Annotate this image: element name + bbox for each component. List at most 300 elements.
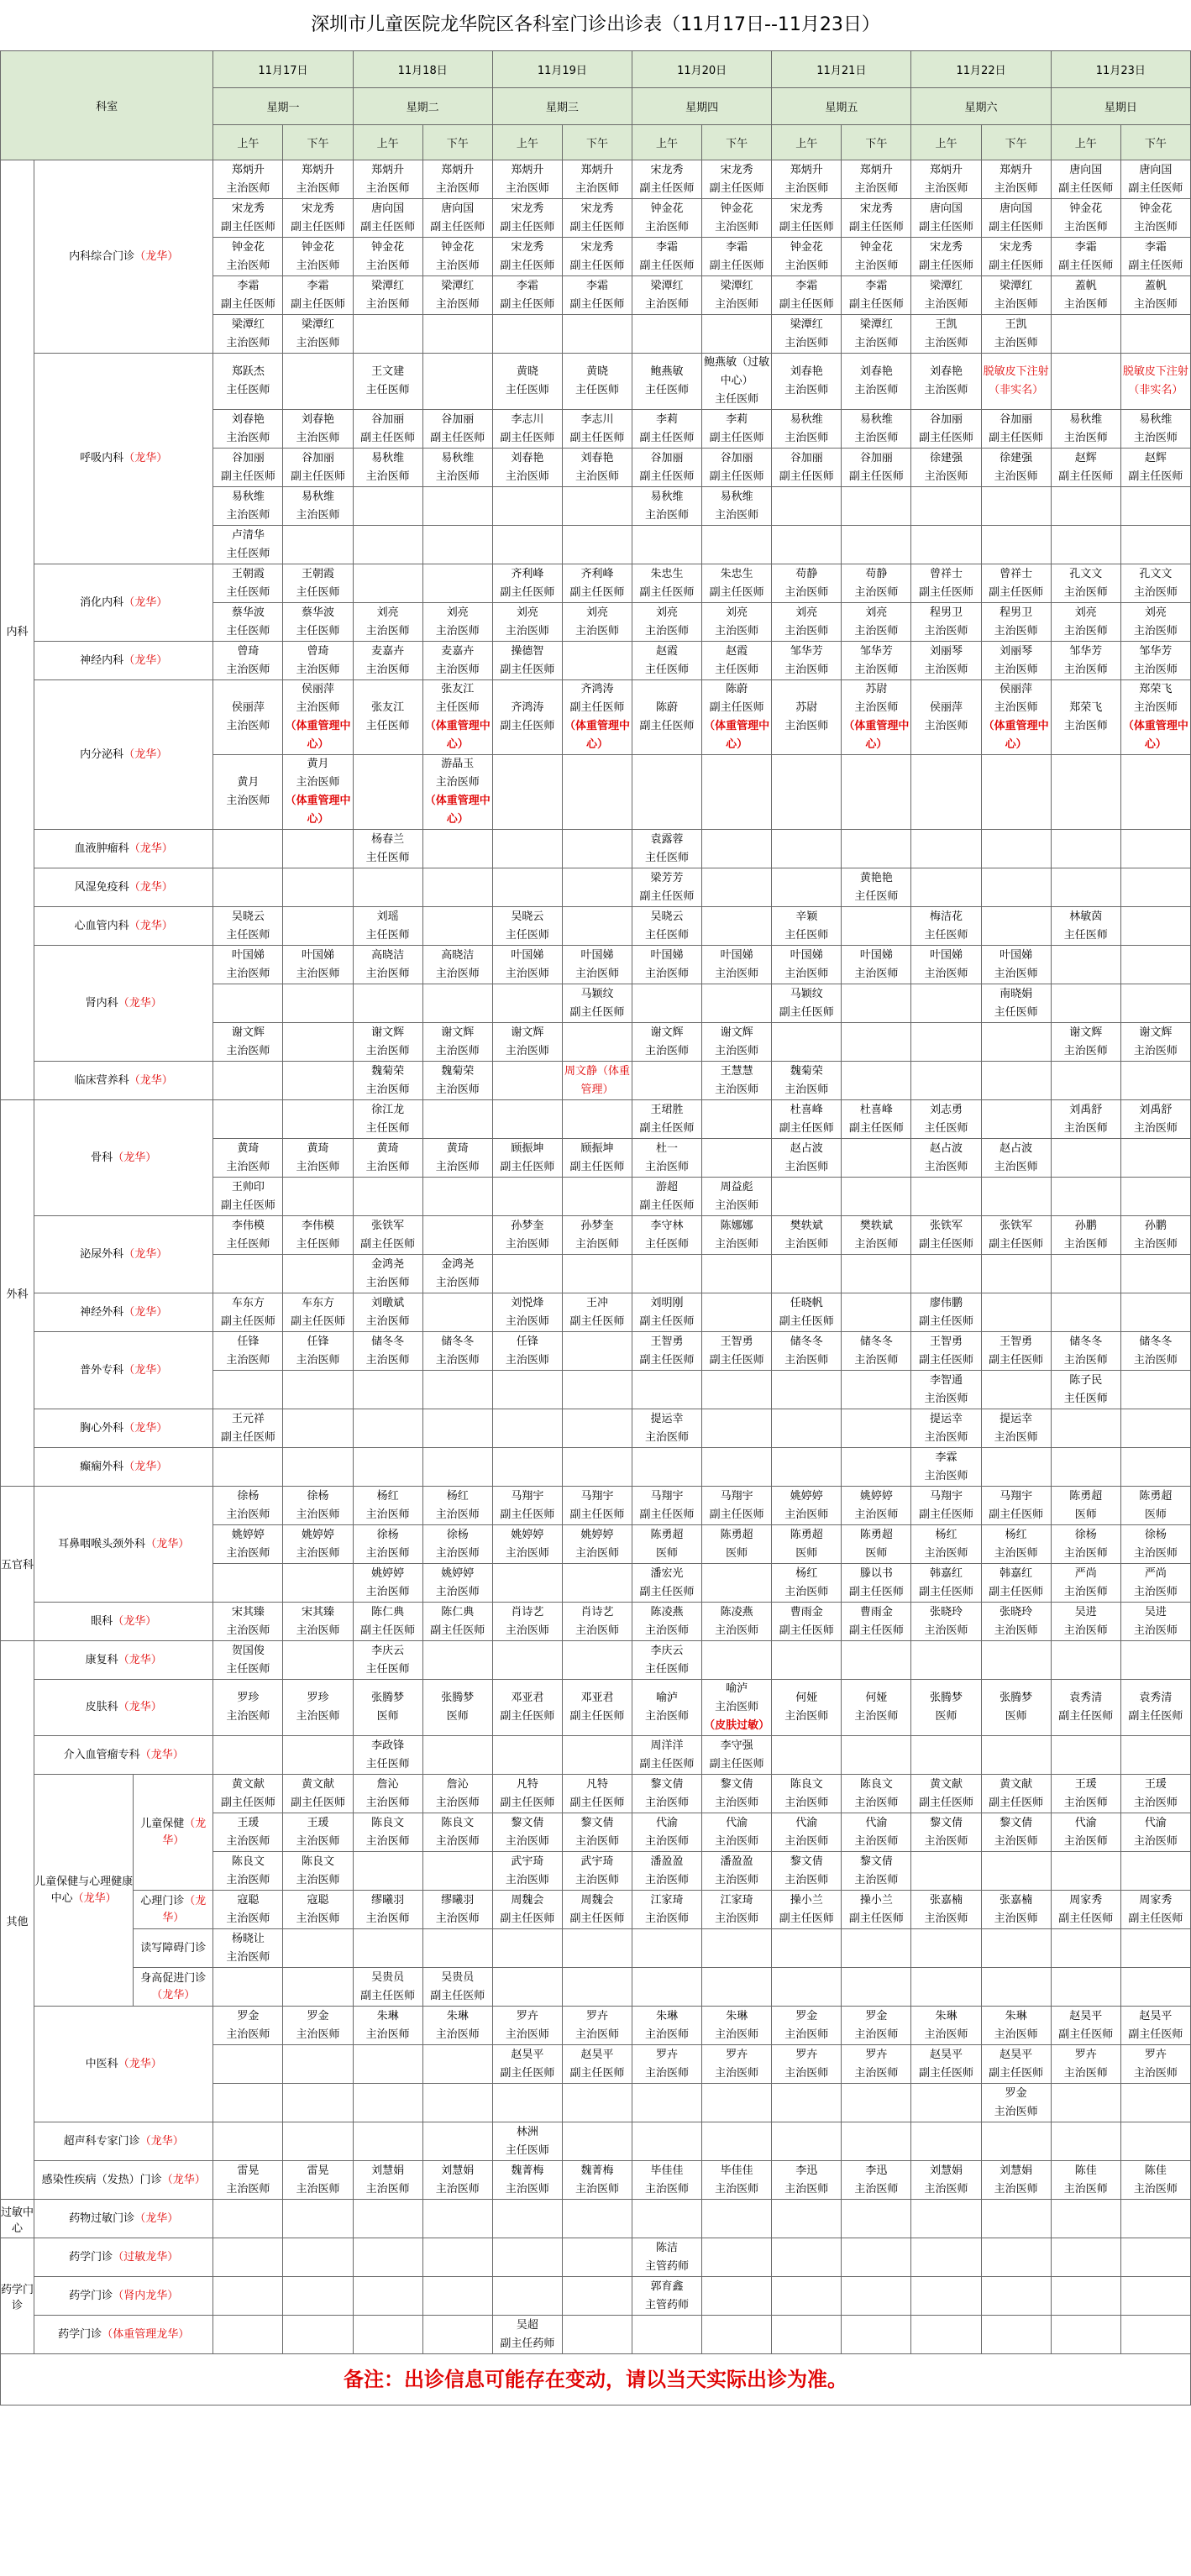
schedule-cell [353,984,422,1023]
schedule-cell [981,160,1051,199]
doctor-title: 主治医师 [854,1710,899,1723]
schedule-cell [911,1852,981,1891]
schedule-cell [1120,2238,1190,2277]
doctor-name: 麦嘉卉 [441,644,475,658]
doctor-name: 朱琳 [726,2009,748,2023]
doctor-name: 叶国娣 [859,948,893,962]
schedule-cell [911,2277,981,2316]
schedule-cell [632,1100,702,1139]
schedule-cell [492,946,562,984]
schedule-cell [981,1332,1051,1371]
doctor-title: 主治医师 [784,1160,829,1173]
schedule-cell [842,1680,911,1736]
schedule-cell [772,238,842,276]
doctor-name: 唐向国 [929,202,963,215]
doctor-title: 副主任医师 [639,720,695,732]
schedule-cell [772,830,842,868]
schedule-cell [702,2007,772,2045]
table-row [1,1968,1191,2007]
schedule-cell [772,1293,842,1332]
schedule-cell [283,1929,353,1968]
doctor-name: 朱琳 [376,2009,399,2023]
schedule-cell [422,1641,492,1680]
doctor-name: 徐建强 [929,451,963,464]
doctor-name: 谷加丽 [999,412,1033,426]
schedule-cell [702,1448,772,1487]
schedule-cell [981,2200,1051,2238]
schedule-cell [1051,2316,1120,2354]
schedule-cell [283,1371,353,1409]
schedule-cell [492,1775,562,1813]
clinic-note: （体重管理中心） [424,720,491,751]
schedule-cell [772,1332,842,1371]
doctor-title: 主治医师 [645,1834,690,1848]
category-label: 外科 [1,1100,34,1487]
doctor-title: 副主任医师 [569,220,625,233]
doctor-title: 主治医师 [296,1873,340,1886]
doctor-title: 副主任医师 [848,297,904,311]
doctor-title: 主任医师 [226,585,270,599]
doctor-name: 王朝霞 [302,567,335,580]
doctor-name: 黄晓 [585,365,608,378]
schedule-cell [702,755,772,830]
schedule-cell [562,830,632,868]
subdept-label [134,1891,213,1929]
doctor-name: 王凯 [935,317,958,331]
schedule-cell [702,160,772,199]
dept-label-name: 癫痫外科 [80,1460,124,1473]
doctor-name: 黎文倩 [859,1855,893,1868]
schedule-cell [702,642,772,680]
schedule-cell [842,1178,911,1216]
doctor-title: 主任医师 [645,928,690,942]
table-row [1,1736,1191,1775]
doctor-title: 主任医师 [296,585,340,599]
schedule-cell [702,2277,772,2316]
schedule-cell [911,449,981,487]
subdept-label [134,1968,213,2007]
schedule-cell [981,2316,1051,2354]
date-header: 11月20日 [632,51,772,88]
schedule-cell [353,1680,422,1736]
schedule-cell [632,642,702,680]
doctor-name: 罗金 [307,2009,329,2023]
doctor-name: 梁潭红 [859,317,893,331]
doctor-title: 主治医师 [715,624,759,637]
schedule-cell [1120,1736,1190,1775]
schedule-cell [283,1293,353,1332]
doctor-name: 谢文辉 [1139,1026,1173,1039]
schedule-cell [213,2007,283,2045]
doctor-name: 徐建强 [999,451,1033,464]
doctor-title: 主治医师 [226,1624,270,1637]
doctor-name: 宋龙秀 [650,163,684,176]
doctor-name: 刘春艳 [929,365,963,378]
doctor-title: 主治医师 [784,1834,829,1848]
doctor-title: 主治医师 [505,1546,549,1560]
schedule-cell [283,2277,353,2316]
dept-label-name: 耳鼻咽喉头颈外科 [58,1537,146,1550]
doctor-title: 主治医师 [1133,1624,1178,1637]
doctor-title: 副主任医师 [989,1585,1044,1598]
schedule-cell [213,1929,283,1968]
doctor-name: 宋龙秀 [790,202,823,215]
schedule-cell [1120,526,1190,564]
doctor-title: 主治医师 [994,2182,1038,2196]
schedule-cell [981,680,1051,755]
schedule-cell [772,1062,842,1100]
schedule-cell [772,2122,842,2161]
schedule-cell [353,2007,422,2045]
doctor-name: 樊轶斌 [859,1219,893,1232]
schedule-cell [213,1487,283,1525]
schedule-cell [842,487,911,526]
doctor-name: 王智勇 [999,1335,1033,1348]
doctor-name: 朱忠生 [720,567,753,580]
doctor-title: 主治医师 [296,431,340,444]
doctor-name: 任锋 [516,1335,538,1348]
doctor-title: 主治医师 [924,1160,968,1173]
schedule-cell [632,238,702,276]
schedule-cell [911,354,981,410]
doctor-title: 副主任医师 [500,1508,555,1521]
doctor-title: 主治医师 [575,1237,619,1251]
schedule-cell [213,1852,283,1891]
schedule-cell [213,160,283,199]
doctor-title: 主治医师 [1133,1237,1178,1251]
doctor-title: 主任医师 [365,720,410,732]
schedule-cell [772,1891,842,1929]
doctor-name: 杨红 [795,1566,818,1580]
schedule-cell [492,2122,562,2161]
doctor-name: 潘盈盈 [650,1855,684,1868]
doctor-name: 张腾梦 [999,1692,1033,1704]
doctor-name: 陈凌燕 [720,1605,753,1619]
doctor-name: 黄文献 [929,1777,963,1791]
doctor-title: 副主任医师 [1058,470,1114,483]
schedule-cell [353,1023,422,1062]
schedule-cell [981,603,1051,642]
schedule-cell [911,2316,981,2354]
doctor-name: 黄晓 [516,365,538,378]
doctor-title: 副主任医师 [500,1912,555,1925]
doctor-title: 主治医师 [924,663,968,676]
campus-label: （过敏龙华） [113,2250,179,2264]
doctor-name: 罗卉 [656,2048,679,2061]
schedule-cell [492,755,562,830]
schedule-cell [772,315,842,354]
schedule-cell [772,1813,842,1852]
schedule-cell [1120,2200,1190,2238]
campus-label: （龙华） [129,919,173,932]
schedule-cell [283,1813,353,1852]
schedule-cell [632,1603,702,1641]
doctor-title: 主治医师 [784,585,829,599]
schedule-cell [981,526,1051,564]
schedule-cell [632,1293,702,1332]
doctor-name: 谢文辉 [371,1026,405,1039]
date-header: 11月22日 [911,51,1051,88]
schedule-cell [1051,1564,1120,1603]
doctor-title: 主治医师 [784,336,829,349]
doctor-title: 副主任医师 [989,585,1044,599]
doctor-name: 辛颖 [795,910,818,923]
schedule-cell [353,1448,422,1487]
clinic-note: （皮肤过敏） [704,1719,770,1732]
doctor-title: 主治医师 [715,1796,759,1809]
schedule-cell [632,1775,702,1813]
schedule-cell [283,1603,353,1641]
category-label: 过敏中心 [1,2200,34,2238]
doctor-title: 主治医师 [226,1834,270,1848]
schedule-cell [842,1062,911,1100]
doctor-title: 主治医师 [435,470,480,483]
dept-label-name: 超声科专家门诊 [63,2134,140,2148]
doctor-title: 主治医师 [924,1624,968,1637]
doctor-name: 孙鹏 [1144,1219,1167,1232]
doctor-name: 易秋维 [371,451,405,464]
schedule-cell [492,1062,562,1100]
doctor-name: 黄琦 [376,1141,399,1155]
doctor-title: 主治医师 [296,181,340,195]
schedule-cell [702,1641,772,1680]
schedule-cell [702,1371,772,1409]
schedule-cell [422,1293,492,1332]
schedule-cell [632,946,702,984]
doctor-title: 副主任医师 [569,585,625,599]
doctor-title: 主治医师 [854,336,899,349]
schedule-cell [1051,1968,1120,2007]
doctor-name: 谢文辉 [1069,1026,1103,1039]
doctor-title: 主治医师 [715,1873,759,1886]
date-header: 11月19日 [492,51,632,88]
table-row [1,907,1191,946]
schedule-cell [1051,199,1120,238]
doctor-title: 主任医师 [226,384,270,396]
pm-header: 下午 [981,125,1051,160]
schedule-cell [981,199,1051,238]
doctor-name: 王文建 [371,365,405,378]
doctor-name: 陈勇超 [1139,1489,1173,1503]
schedule-cell [353,1525,422,1564]
doctor-name: 罗珍 [237,1692,260,1704]
doctor-title: 主治医师 [226,1546,270,1560]
doctor-name: 蓋帆 [1074,279,1097,292]
schedule-cell [213,1062,283,1100]
schedule-cell [842,642,911,680]
schedule-cell [981,1564,1051,1603]
campus-label: （龙华） [118,1653,162,1666]
schedule-cell [283,1062,353,1100]
doctor-title: 副主任医师 [1058,259,1114,272]
schedule-cell [702,2200,772,2238]
campus-label: （龙华） [139,1748,184,1761]
doctor-title: 主治医师 [854,1508,899,1521]
schedule-cell [981,907,1051,946]
schedule-cell [702,1216,772,1255]
schedule-cell [702,487,772,526]
doctor-name: 李伟模 [302,1219,335,1232]
doctor-title: 副主任医师 [569,1314,625,1328]
doctor-title: 副主任医师 [500,1796,555,1809]
schedule-cell [492,160,562,199]
schedule-cell [283,1564,353,1603]
doctor-title: 主治医师 [994,663,1038,676]
schedule-cell [422,830,492,868]
schedule-cell [702,2161,772,2200]
schedule-cell [562,1736,632,1775]
schedule-cell [632,1813,702,1852]
schedule-cell [353,1891,422,1929]
doctor-name: 张友江 [371,701,405,714]
schedule-cell [1051,830,1120,868]
doctor-name: 梁潭红 [999,279,1033,292]
schedule-cell [283,1100,353,1139]
schedule-cell [213,449,283,487]
schedule-cell [353,1062,422,1100]
doctor-title: 主治医师 [226,795,270,807]
clinic-note: （体重管理中心） [285,795,351,826]
doctor-title: 主治医师 [784,181,829,195]
schedule-cell [353,1603,422,1641]
clinic-note: （体重管理中心） [564,720,630,751]
doctor-name: 钟金花 [302,240,335,254]
schedule-cell [911,1891,981,1929]
schedule-cell [422,868,492,907]
doctor-name: 孙鹏 [1074,1219,1097,1232]
doctor-title: 主治医师 [924,384,968,396]
schedule-cell [1051,526,1120,564]
doctor-title: 医师 [865,1546,888,1560]
doctor-title: 主治医师 [994,181,1038,195]
schedule-cell [632,1139,702,1178]
doctor-title: 副主任医师 [569,1005,625,1019]
doctor-title: 副主任医师 [360,1237,416,1251]
schedule-cell [283,449,353,487]
doctor-title: 副主任医师 [709,181,764,195]
doctor-name: 侯丽萍 [929,701,963,714]
schedule-cell [1120,907,1190,946]
doctor-name: 刘亮 [376,606,399,619]
schedule-cell [213,755,283,830]
doctor-title: 主治医师 [924,624,968,637]
schedule-cell [632,1891,702,1929]
schedule-cell [911,1062,981,1100]
schedule-cell [283,1852,353,1891]
campus-label: （龙华） [151,1988,196,2002]
schedule-cell [981,1448,1051,1487]
schedule-cell [702,276,772,315]
doctor-name: 李霜 [865,279,888,292]
doctor-title: 主任医师 [645,384,690,396]
schedule-cell [1051,1178,1120,1216]
schedule-cell [562,1891,632,1929]
doctor-name: 梁潭红 [231,317,265,331]
schedule-cell [842,1564,911,1603]
schedule-cell [562,946,632,984]
dept-label-name: 胸心外科 [80,1421,124,1435]
schedule-cell [1051,984,1120,1023]
dept-label-name: 普外专科 [80,1363,124,1377]
doctor-title: 主治医师 [854,2066,899,2080]
subdept-label-name: 读写障碍门诊 [140,1941,207,1954]
schedule-cell [1051,1525,1120,1564]
doctor-name: 姚婷婷 [441,1566,475,1580]
doctor-name: 郑炳升 [929,163,963,176]
table-row [1,2238,1191,2277]
doctor-name: 苟静 [865,567,888,580]
schedule-cell [353,1332,422,1371]
schedule-cell [911,526,981,564]
doctor-title: 主治医师 [365,1508,410,1521]
doctor-title: 主治医师 [296,2182,340,2196]
schedule-cell [353,1255,422,1293]
doctor-name: 杜喜峰 [790,1103,823,1116]
schedule-cell [422,1216,492,1255]
doctor-name: 曾琦 [237,644,260,658]
doctor-title: 主任医师 [645,1237,690,1251]
doctor-title: 主治医师 [1133,220,1178,233]
doctor-title: 副主任医师 [1058,181,1114,195]
doctor-title: 副主任医师 [989,1508,1044,1521]
doctor-title: 副主任医师 [220,1199,275,1212]
schedule-cell [842,1448,911,1487]
doctor-name: 袁秀清 [1139,1692,1173,1704]
doctor-title: 主治医师 [715,1199,759,1212]
doctor-title: 副主任医师 [709,1508,764,1521]
doctor-title: 主治医师 [994,1546,1038,1560]
doctor-title: 主治医师 [296,336,340,349]
doctor-name: 易秋维 [859,412,893,426]
schedule-cell [702,1891,772,1929]
doctor-name: 叶国娣 [231,948,265,962]
doctor-name: 高晓洁 [371,948,405,962]
schedule-cell [911,2238,981,2277]
doctor-title: 主治医师 [435,181,480,195]
table-row [1,1100,1191,1139]
doctor-name: 赵霞 [656,644,679,658]
schedule-cell [1051,1293,1120,1332]
doctor-title: 主治医师 [505,1624,549,1637]
campus-label: （龙华） [113,1151,157,1164]
doctor-title: 主任医师 [365,384,410,396]
doctor-title: 主任医师 [365,1662,410,1676]
doctor-title: 主治医师 [645,1796,690,1809]
doctor-name: 叶国娣 [720,948,753,962]
doctor-title: 主治医师 [645,2182,690,2196]
doctor-title: 主任医师 [226,547,270,560]
doctor-title: 主治医师 [1133,701,1178,714]
doctor-title: 主治医师 [575,2182,619,2196]
schedule-cell [492,2045,562,2084]
schedule-cell [422,1139,492,1178]
doctor-title: 主任医师 [226,1237,270,1251]
schedule-cell [213,2200,283,2238]
doctor-title: 副主任医师 [569,2066,625,2080]
doctor-title: 主治医师 [1133,1834,1178,1848]
schedule-cell [283,2161,353,2200]
doctor-title: 主治医师 [365,624,410,637]
doctor-name: 黄文献 [999,1777,1033,1791]
campus-label: （龙华） [118,2057,162,2070]
doctor-name: 刘暾斌 [371,1296,405,1309]
doctor-title: 副主任医师 [291,470,346,483]
schedule-cell [702,1062,772,1100]
dept-label [34,1216,213,1293]
doctor-name: 王朝霞 [231,567,265,580]
doctor-name: 王帅印 [231,1180,265,1194]
doctor-title: 副主任医师 [1058,1710,1114,1723]
